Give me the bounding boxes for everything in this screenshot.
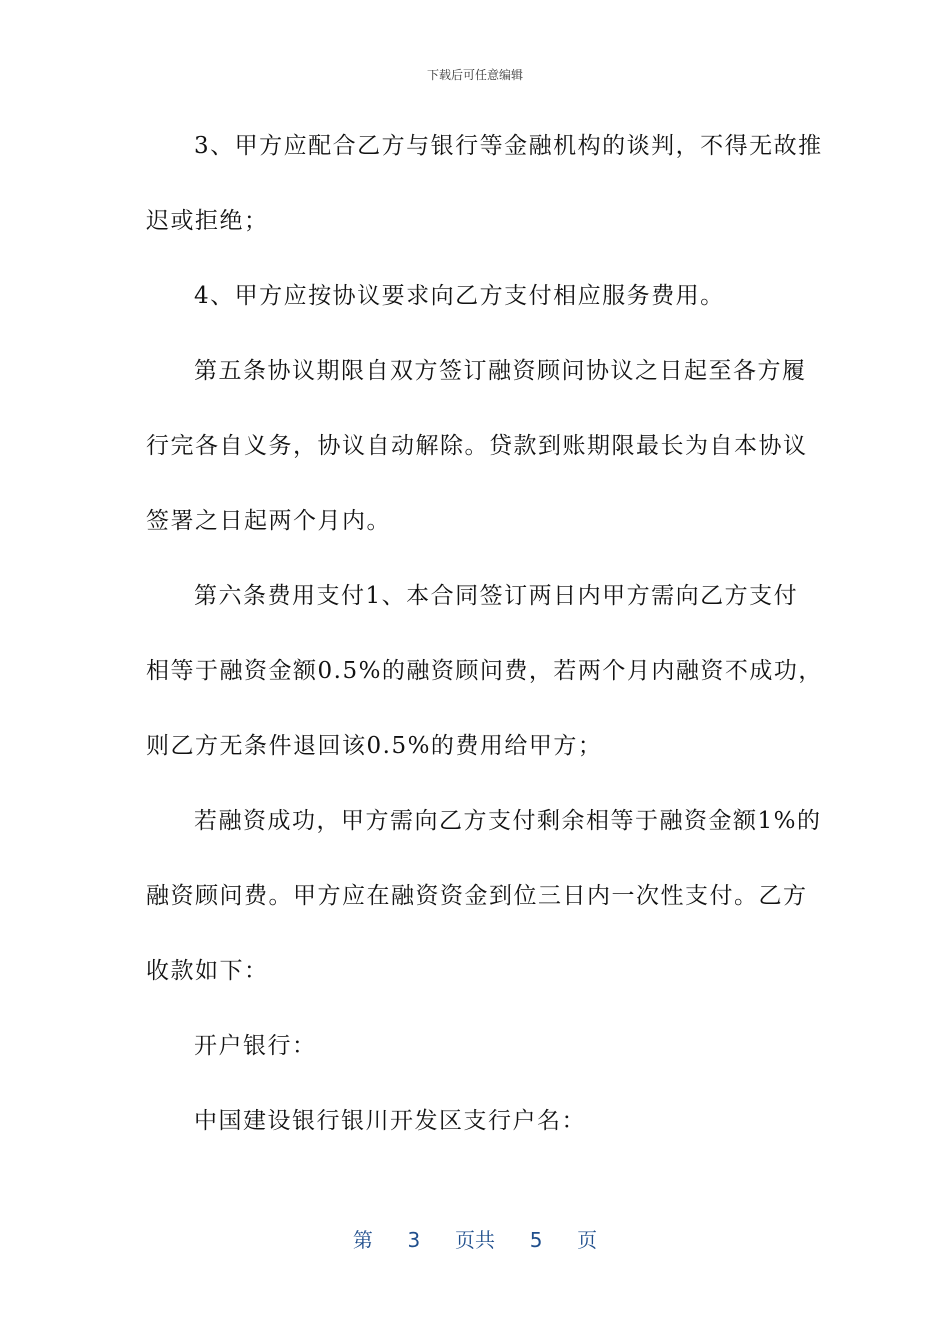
text-line: 第六条费用支付1、本合同签订两日内甲方需向乙方支付	[194, 583, 799, 609]
current-page-number: 3	[407, 1228, 421, 1252]
page-suffix: 页	[577, 1228, 598, 1252]
text-line: 则乙方无条件退回该0.5%的费用给甲方；	[146, 733, 603, 759]
text-line: 3、甲方应配合乙方与银行等金融机构的谈判，不得无故推	[194, 133, 823, 159]
text-line: 相等于融资金额0.5%的融资顾问费，若两个月内融资不成功，	[146, 658, 823, 684]
text-line: 行完各自义务，协议自动解除。贷款到账期限最长为自本协议	[146, 433, 808, 459]
page-middle-label: 页共	[455, 1228, 495, 1252]
total-pages-number: 5	[529, 1228, 543, 1252]
text-line: 若融资成功，甲方需向乙方支付剩余相等于融资金额1%的	[194, 808, 822, 834]
page-prefix: 第	[352, 1228, 373, 1252]
text-line: 开户银行：	[194, 1033, 317, 1059]
text-line: 融资顾问费。甲方应在融资资金到位三日内一次性支付。乙方	[146, 883, 808, 909]
text-line: 收款如下：	[146, 958, 269, 984]
text-line: 中国建设银行银川开发区支行户名：	[194, 1108, 586, 1134]
text-line: 第五条协议期限自双方签订融资顾问协议之日起至各方履	[194, 358, 807, 384]
text-line: 迟或拒绝；	[146, 208, 269, 234]
document-body	[146, 124, 823, 1174]
text-line: 签署之日起两个月内。	[146, 508, 391, 534]
page-header-note: 下载后可任意编辑	[426, 68, 523, 82]
text-line: 4、甲方应按协议要求向乙方支付相应服务费用。	[194, 283, 725, 309]
page-number-footer	[0, 1224, 950, 1253]
